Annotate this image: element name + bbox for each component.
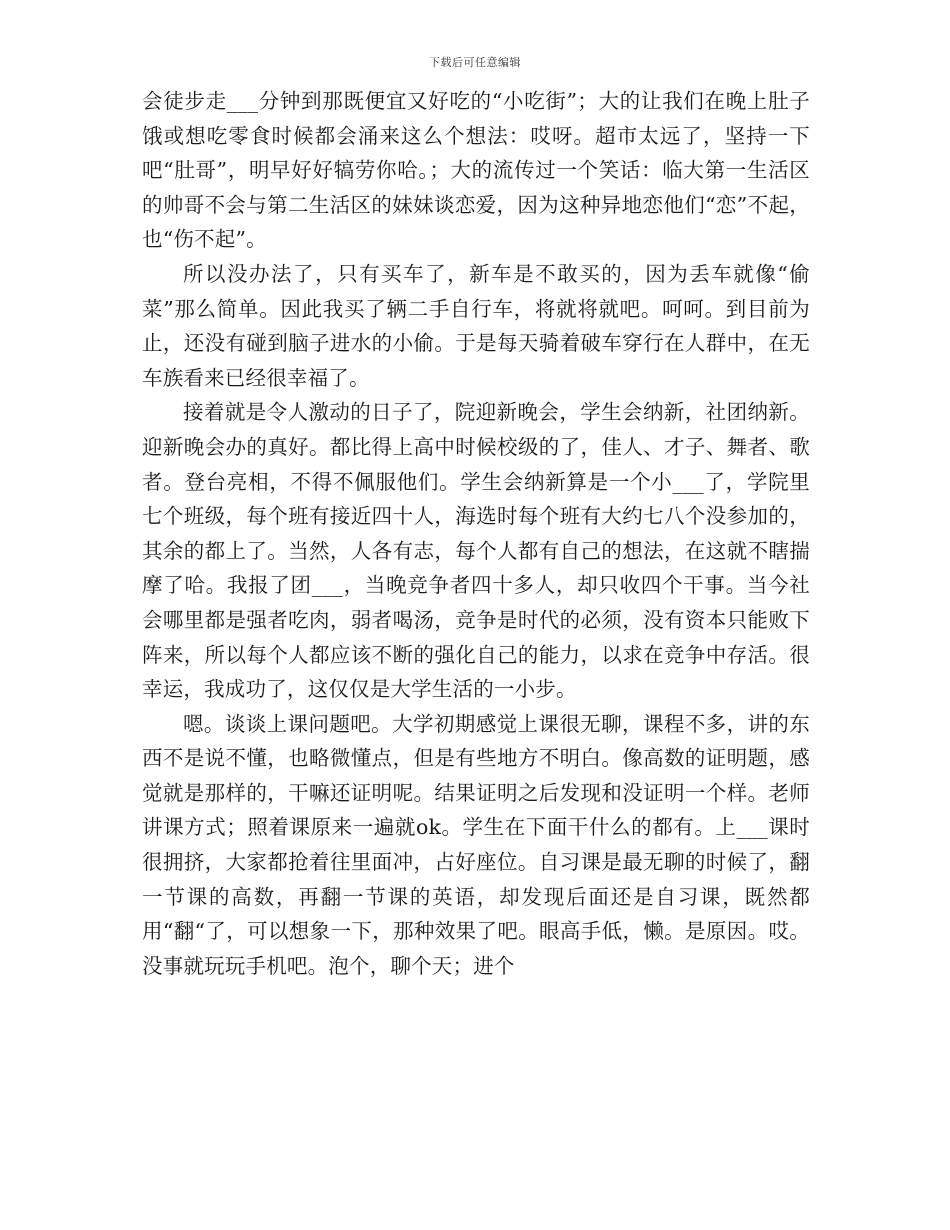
paragraph-1: 会徒步走___分钟到那既便宜又好吃的“小吃街”；大的让我们在晚上肚子饿或想吃零食时候都会涌来这么个想法：哎呀。超市太远了，坚持一下吧“肚哥”，明早好好犒劳你哈。；大的流传过一个笑话：临大第一生活区的帅哥不会与第二生活区的妹妹谈恋爱，因为这种异地恋他们“恋”不起，也“伤不起”。 [142, 89, 810, 252]
page-header: 下载后可任意编辑 [429, 56, 521, 69]
paragraph-4: 嗯。谈谈上课问题吧。大学初期感觉上课很无聊，课程不多，讲的东西不是说不懂，也略微懂点，但是有些地方不明白。像高数的证明题，感觉就是那样的，干嘛还证明呢。结果证明之后发现和没证明一个样。老师讲课方式；照着课原来一遍就ok。学生在下面干什么的都有。上___课时很拥挤，大家都抢着往里面冲，占好座位。自习课是最无聊的时候了，翻一节课的高数，再翻一节课的英语，却发现后面还是自习课，既然都用“翻“了，可以想象一下，那种效果了吧。眼高手低，懒。是原因。哎。没事就玩玩手机吧。泡个，聊个天；进个 [142, 711, 810, 978]
paragraph-2: 所以没办法了，只有买车了，新车是不敢买的，因为丢车就像“偷菜”那么简单。因此我买了辆二手自行车，将就将就吧。呵呵。到目前为止，还没有碰到脑子进水的小偷。于是每天骑着破车穿行在人群中，在无车族看来已经很幸福了。 [142, 261, 810, 390]
document-body [142, 84, 810, 983]
paragraph-3: 接着就是令人激动的日子了，院迎新晚会，学生会纳新，社团纳新。迎新晚会办的真好。都比得上高中时候校级的了，佳人、才子、舞者、歌者。登台亮相，不得不佩服他们。学生会纳新算是一个小___了，学院里七个班级，每个班有接近四十人，海选时每个班有大约七八个没参加的，其余的都上了。当然，人各有志，每个人都有自己的想法，在这就不瞎揣摩了哈。我报了团___，当晚竞争者四十多人，却只收四个干事。当今社会哪里都是强者吃肉，弱者喝汤，竞争是时代的必须，没有资本只能败下阵来，所以每个人都应该不断的强化自己的能力，以求在竞争中存活。很幸运，我成功了，这仅仅是大学生活的一小步。 [142, 400, 810, 702]
